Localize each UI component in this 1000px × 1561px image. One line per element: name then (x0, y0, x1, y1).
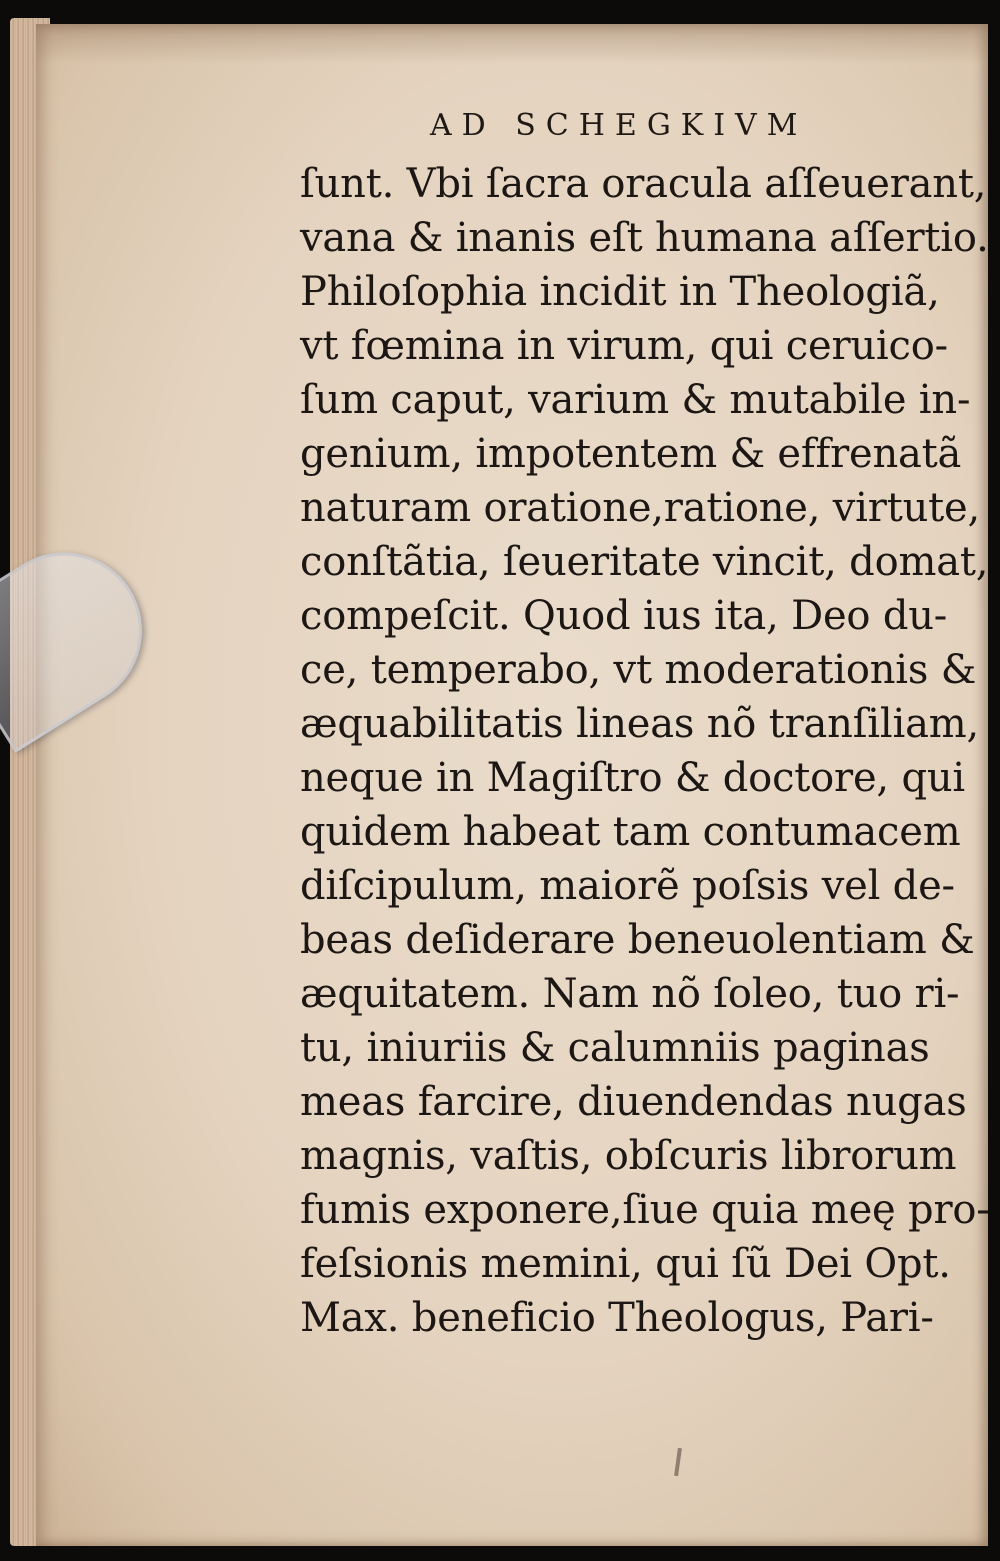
text-line: beas deſiderare beneuolentiam & (300, 917, 975, 963)
text-line: Max. beneficio Theologus, Pari- (300, 1295, 934, 1341)
text-line: genium, impotentem & effrenatã (300, 431, 962, 477)
text-line: compeſcit. Quod ius ita, Deo du- (300, 593, 948, 639)
text-line: æquabilitatis lineas nõ tranſiliam, (300, 701, 979, 747)
text-line: tu, iniuriis & calumniis paginas (300, 1025, 930, 1071)
text-line: conſtãtia, ſeueritate vincit, domat, (300, 539, 989, 585)
running-head: AD SCHEGKIVM (430, 108, 808, 143)
text-line: ſunt. Vbi ſacra oracula aſſeuerant, (300, 161, 987, 207)
text-line: æquitatem. Nam nõ ſoleo, tuo ri- (300, 971, 960, 1017)
text-line: feſsionis memini, qui ſũ Dei Opt. (300, 1241, 951, 1287)
text-line: diſcipulum, maiorẽ poſsis vel de- (300, 863, 955, 909)
text-line: ce, temperabo, vt moderationis & (300, 647, 977, 693)
text-line: Philoſophia incidit in Theologiã, (300, 269, 940, 315)
text-line: vana & inanis eſt humana aſſertio. (300, 215, 989, 261)
text-line: magnis, vaſtis, obſcuris librorum (300, 1133, 957, 1179)
text-line: vt fœmina in virum, qui ceruico- (300, 323, 948, 369)
text-line: meas farcire, diuendendas nugas (300, 1079, 967, 1125)
text-line: fumis exponere,ſiue quia meę pro- (300, 1187, 990, 1233)
text-line: naturam oratione,ratione, virtute, (300, 485, 980, 531)
text-line: neque in Magiſtro & doctore, qui (300, 755, 966, 801)
text-line: ſum caput, varium & mutabile in- (300, 377, 971, 423)
text-line: quidem habeat tam contumacem (300, 809, 961, 855)
